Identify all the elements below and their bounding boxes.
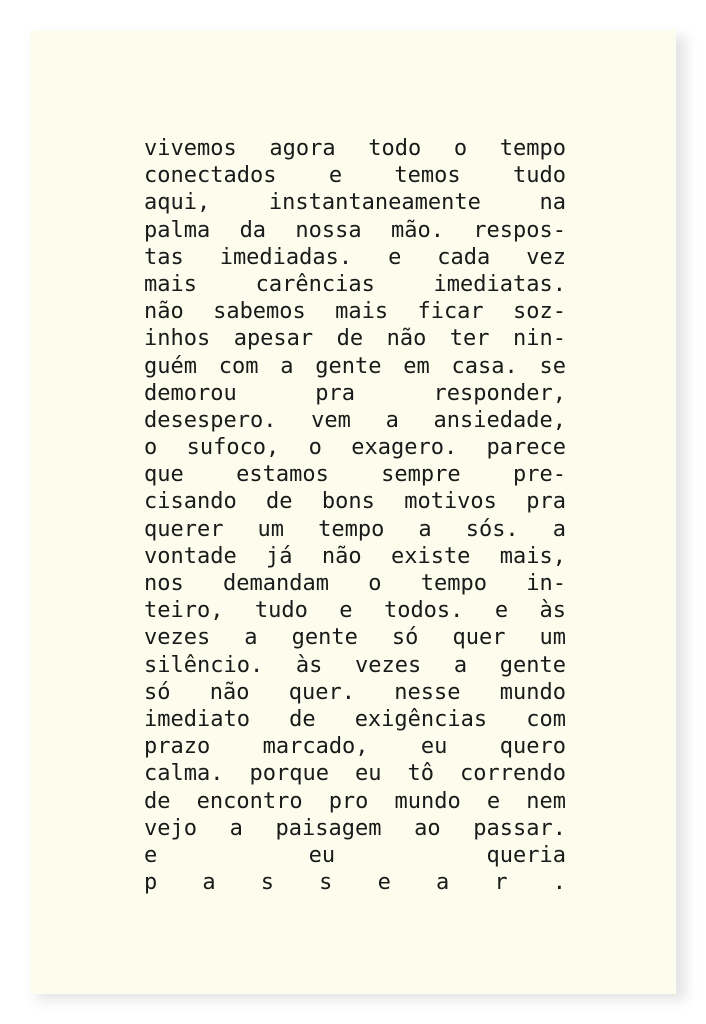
poem-line: só não quer. nesse mundo — [144, 679, 566, 705]
poem-line: vezes a gente só quer um — [144, 625, 566, 651]
poem-line: teiro, tudo e todos. e às — [144, 598, 566, 624]
poem-line: o sufoco, o exagero. parece — [144, 435, 566, 461]
poem-line: palma da nossa mão. respos- — [144, 217, 566, 243]
poem-line: conectados e temos tudo — [144, 163, 566, 189]
poem-line: cisando de bons motivos pra — [144, 489, 566, 515]
poem-line: p a s s e a r . — [144, 870, 566, 896]
poem-line: tas imediadas. e cada vez — [144, 244, 566, 270]
poem-text — [144, 135, 566, 896]
poem-line: demorou pra responder, — [144, 380, 566, 406]
poem-line: que estamos sempre pre- — [144, 462, 566, 488]
poem-line: de encontro pro mundo e nem — [144, 788, 566, 814]
poem-line: imediato de exigências com — [144, 706, 566, 732]
poem-line: vontade já não existe mais, — [144, 543, 566, 569]
poem-line: e eu queria — [144, 842, 566, 868]
poem-line: inhos apesar de não ter nin- — [144, 326, 566, 352]
poem-line: vejo a paisagem ao passar. — [144, 815, 566, 841]
poem-line: guém com a gente em casa. se — [144, 353, 566, 379]
poem-line: mais carências imediatas. — [144, 271, 566, 297]
poem-line: aqui, instantaneamente na — [144, 190, 566, 216]
poem-line: nos demandam o tempo in- — [144, 571, 566, 596]
poem-line: silêncio. às vezes a gente — [144, 652, 566, 678]
poster-page — [30, 30, 676, 994]
poem-line: não sabemos mais ficar soz- — [144, 299, 566, 325]
poem-line: desespero. vem a ansiedade, — [144, 407, 566, 433]
poem-line: calma. porque eu tô correndo — [144, 761, 566, 787]
poem-line: vivemos agora todo o tempo — [144, 136, 566, 161]
poem-line: querer um tempo a sós. a — [144, 516, 566, 542]
poem-line: prazo marcado, eu quero — [144, 734, 566, 760]
